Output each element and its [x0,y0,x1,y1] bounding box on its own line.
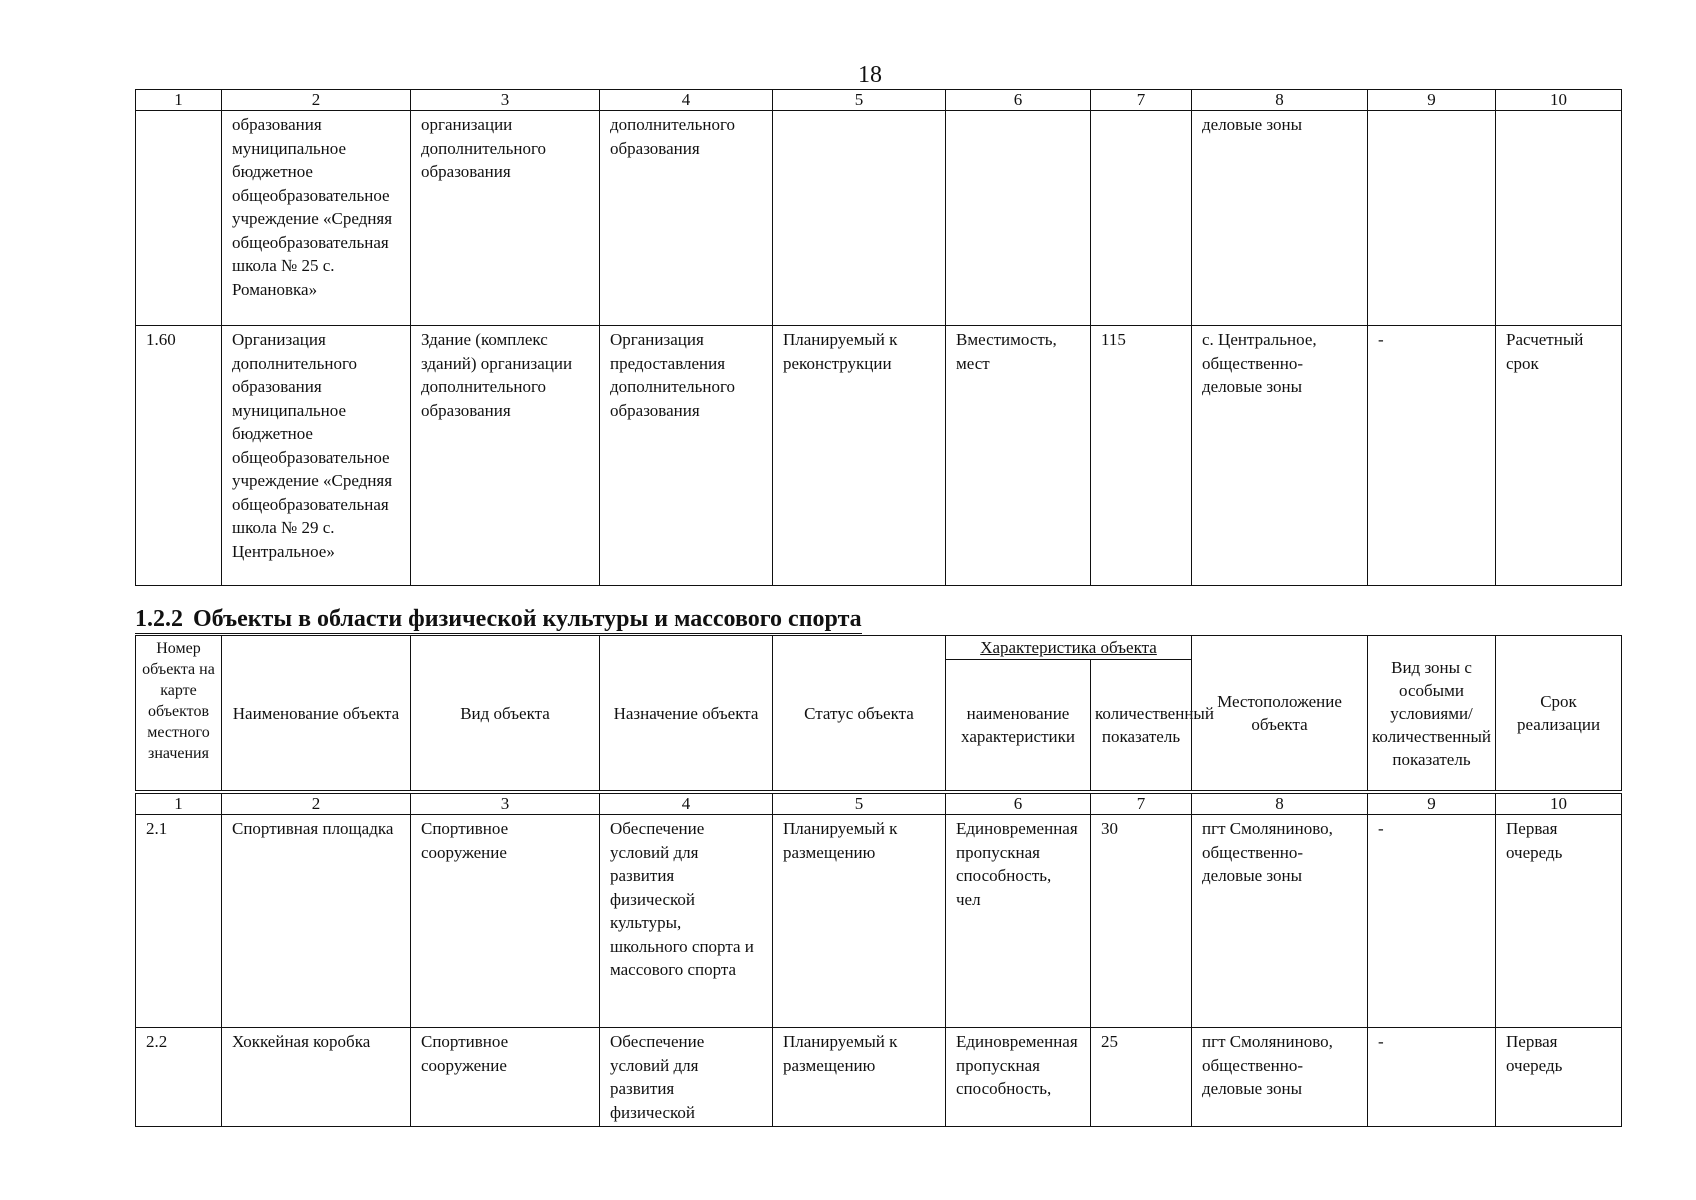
column-number: 9 [1368,90,1496,111]
table-row [136,111,1622,326]
object-status: Планируемый к размещению [773,1028,946,1127]
object-location: пгт Смоляниново, общественно-деловые зоны [1192,1028,1368,1127]
section-number: 1.2.2 [135,606,183,632]
object-name: Организация дополнительного образования муниципальное бюджетное общеобразовательное учреждение «Средняя общеобразовательная школа № 29 с. Центральное» [222,326,411,586]
header-row [136,636,1622,660]
header-characteristic-value: количественный показатель [1091,660,1192,791]
column-number: 10 [1496,90,1622,111]
characteristic-value: 115 [1091,326,1192,586]
column-number: 4 [600,90,773,111]
object-type: Спортивное сооружение [411,1028,600,1127]
object-purpose: Организация предоставления дополнительного образования [600,326,773,586]
characteristic-name: Вместимость, мест [946,326,1091,586]
column-number: 9 [1368,794,1496,815]
header-characteristic-group: Характеристика объекта [946,636,1192,660]
column-number: 5 [773,90,946,111]
objects-table-sports [135,635,1622,1127]
column-number: 5 [773,794,946,815]
characteristic-value: 25 [1091,1028,1192,1127]
column-number-row [136,90,1622,111]
column-number: 8 [1192,794,1368,815]
section-title-text: Объекты в области физической культуры и массового спорта [193,606,862,632]
column-number: 8 [1192,90,1368,111]
header-object-status: Статус объекта [773,636,946,791]
header-object-number: Номер объекта на карте объектов местного значения [136,636,222,791]
object-status: Планируемый к размещению [773,815,946,1028]
object-status: Планируемый к реконструкции [773,326,946,586]
object-purpose: Обеспечение условий для развития физической [600,1028,773,1127]
column-number: 1 [136,90,222,111]
realization-term: Расчетный срок [1496,326,1622,586]
section-heading [135,606,862,633]
characteristic-name [946,111,1091,326]
column-number: 3 [411,90,600,111]
object-type: Спортивное сооружение [411,815,600,1028]
objects-table-education-continued [135,89,1622,586]
object-purpose: Обеспечение условий для развития физической культуры, школьного спорта и массового спорта [600,815,773,1028]
realization-term: Первая очередь [1496,815,1622,1028]
object-id: 1.60 [136,326,222,586]
object-id: 2.1 [136,815,222,1028]
heading-underline [135,633,862,634]
header-object-purpose: Назначение объекта [600,636,773,791]
realization-term: Первая очередь [1496,1028,1622,1127]
column-number: 3 [411,794,600,815]
special-zone [1368,111,1496,326]
object-location: деловые зоны [1192,111,1368,326]
object-name: Хоккейная коробка [222,1028,411,1127]
header-special-zone: Вид зоны с особыми условиями/ количественный показатель [1368,636,1496,791]
header-object-location: Местоположение объекта [1192,636,1368,791]
object-location: с. Центральное, общественно-деловые зоны [1192,326,1368,586]
special-zone: - [1368,326,1496,586]
characteristic-value: 30 [1091,815,1192,1028]
object-id: 2.2 [136,1028,222,1127]
column-number-row [136,794,1622,815]
column-number: 4 [600,794,773,815]
column-number: 1 [136,794,222,815]
object-name: образования муниципальное бюджетное общеобразовательное учреждение «Средняя общеобразовательная школа № 25 с. Романовка» [222,111,411,326]
column-number: 2 [222,794,411,815]
page-number: 18 [858,62,882,88]
object-location: пгт Смоляниново, общественно-деловые зоны [1192,815,1368,1028]
special-zone: - [1368,1028,1496,1127]
header-realization-term: Срок реализации [1496,636,1622,791]
characteristic-name: Единовременная пропускная способность, [946,1028,1091,1127]
table-row [136,326,1622,586]
realization-term [1496,111,1622,326]
column-number: 6 [946,794,1091,815]
object-type: организации дополнительного образования [411,111,600,326]
object-id [136,111,222,326]
column-number: 2 [222,90,411,111]
characteristic-value [1091,111,1192,326]
object-purpose: дополнительного образования [600,111,773,326]
header-object-type: Вид объекта [411,636,600,791]
column-number: 7 [1091,90,1192,111]
special-zone: - [1368,815,1496,1028]
object-status [773,111,946,326]
column-number: 6 [946,90,1091,111]
table-row [136,1028,1622,1127]
column-number: 10 [1496,794,1622,815]
column-number: 7 [1091,794,1192,815]
header-object-name: Наименование объекта [222,636,411,791]
header-characteristic-name: наименование характеристики [946,660,1091,791]
object-type: Здание (комплекс зданий) организации дополнительного образования [411,326,600,586]
characteristic-name: Единовременная пропускная способность, чел [946,815,1091,1028]
object-name: Спортивная площадка [222,815,411,1028]
table-row [136,815,1622,1028]
